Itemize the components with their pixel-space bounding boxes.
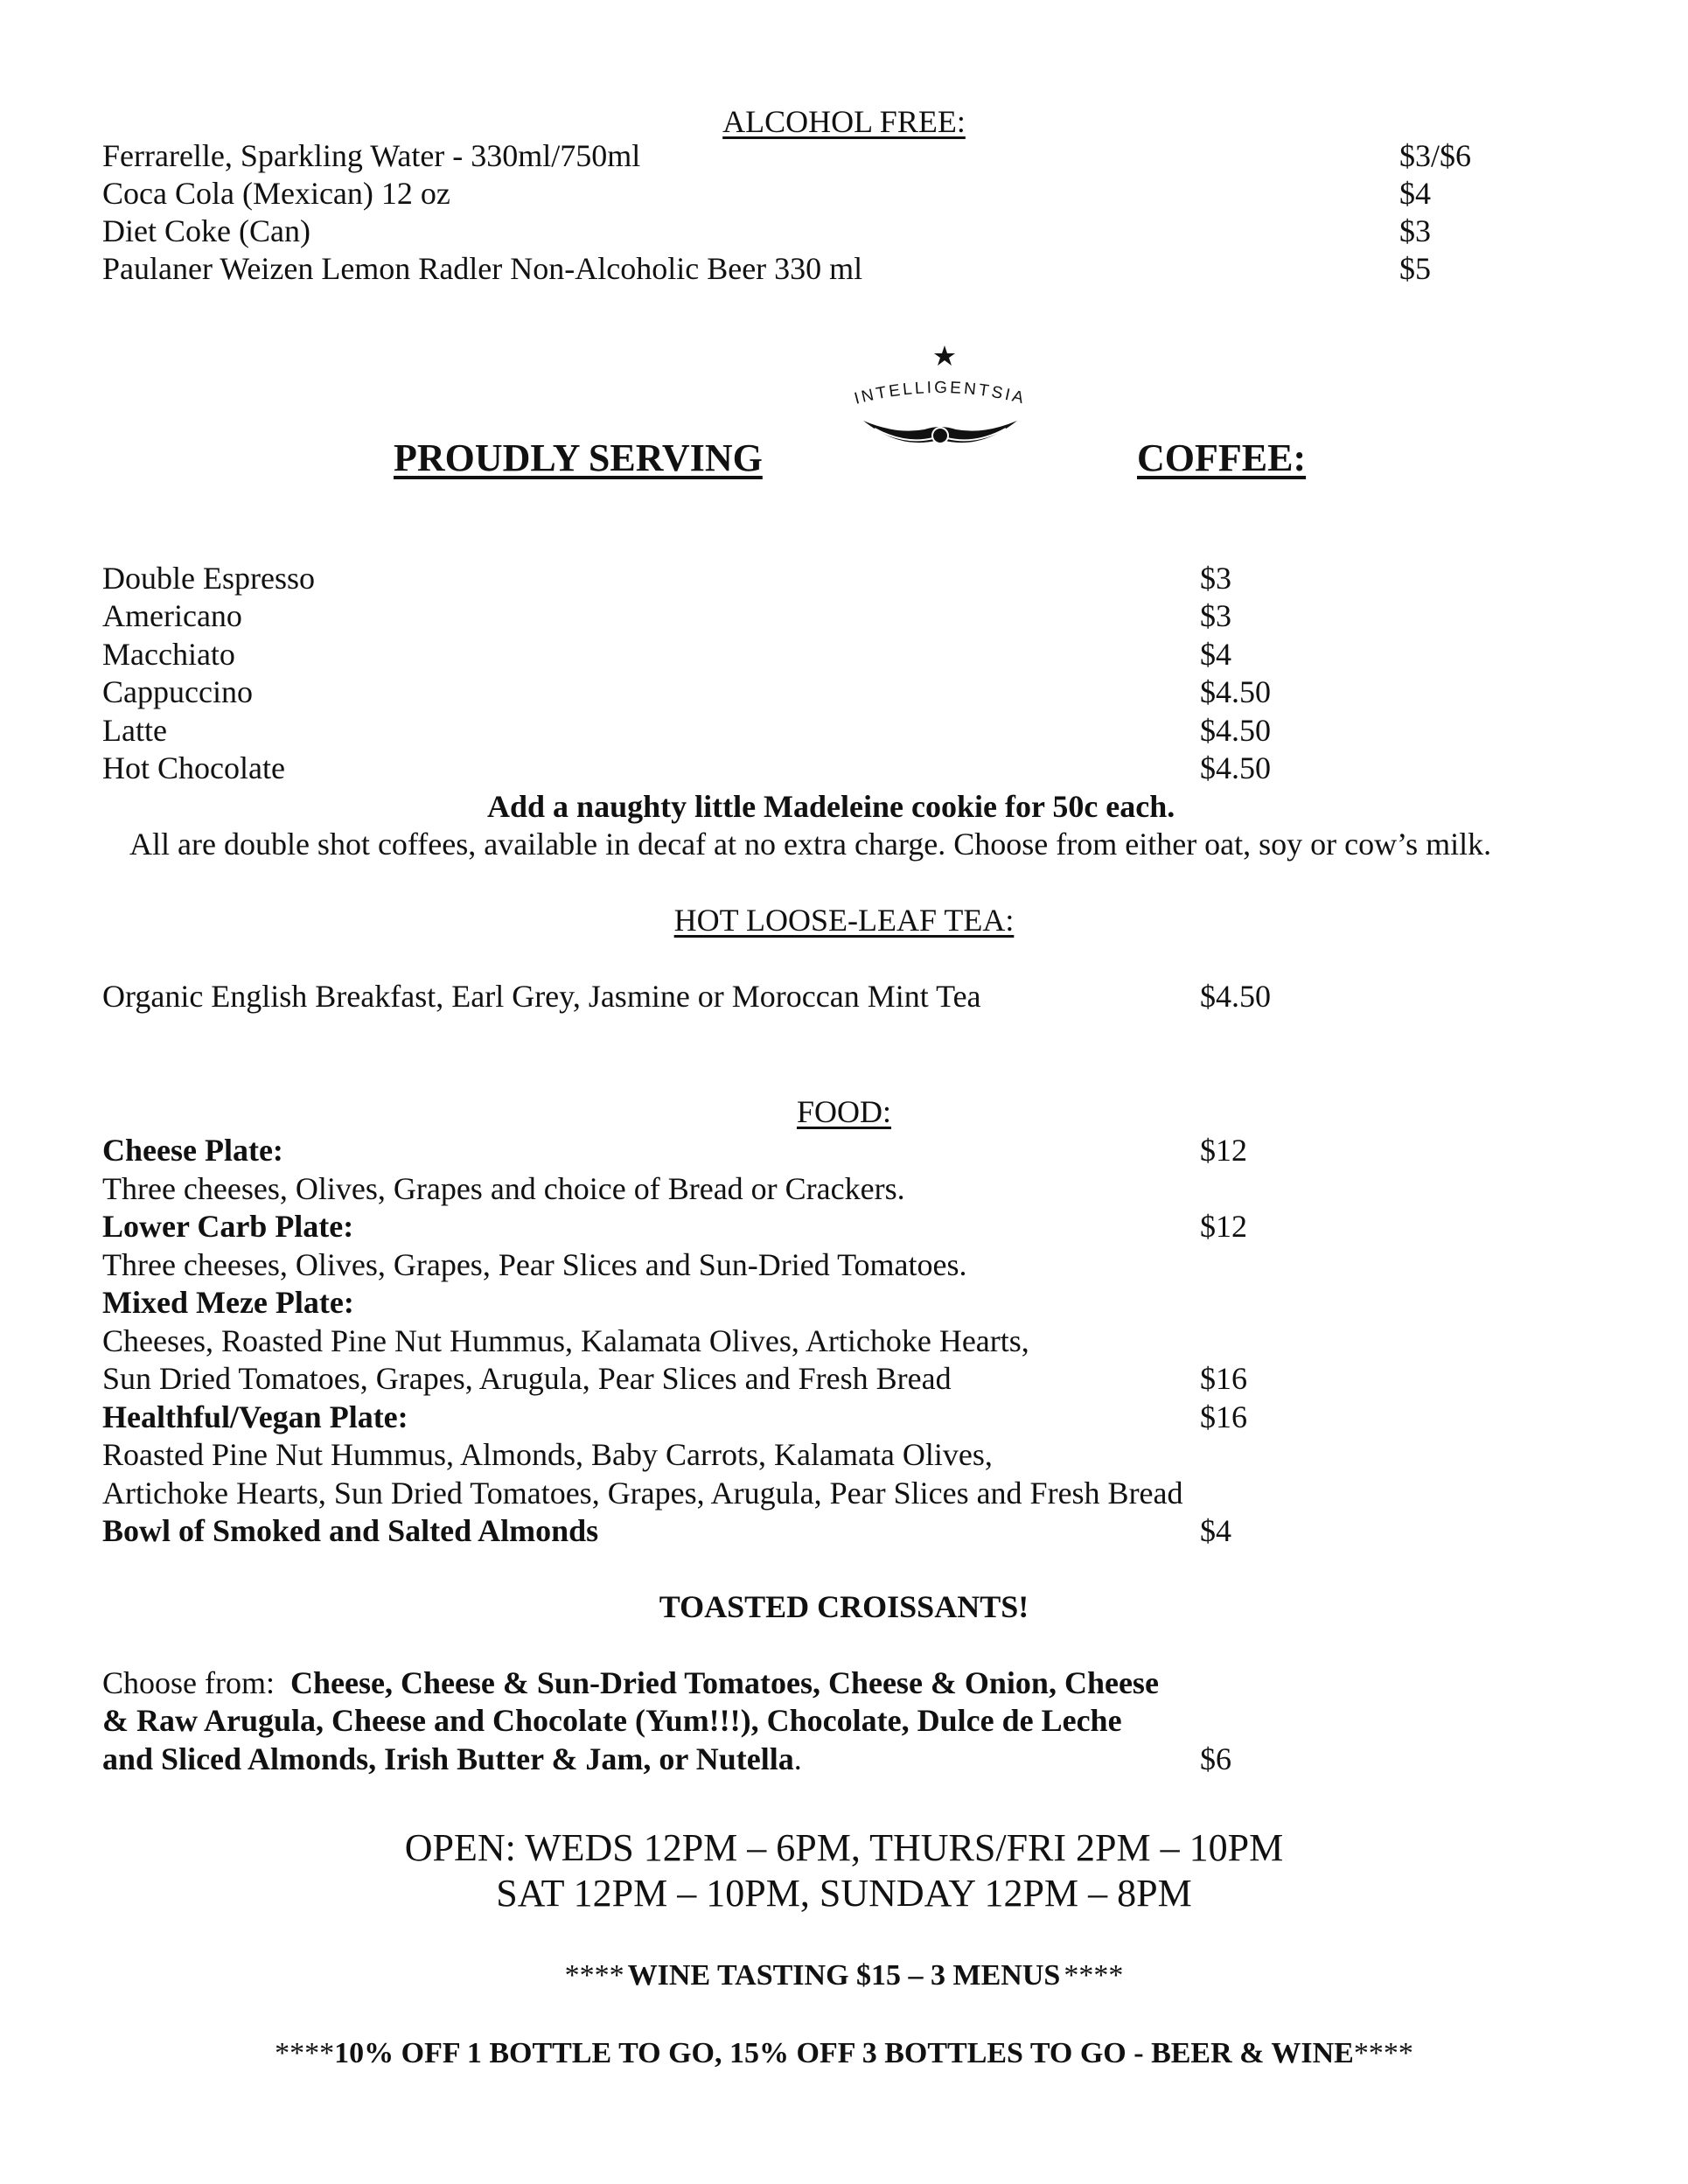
stars-decoration: **** — [1353, 2037, 1413, 2069]
food-item-name: Bowl of Smoked and Salted Almonds — [102, 1513, 599, 1548]
food-item-name: Mixed Meze Plate: — [102, 1285, 354, 1320]
food-item-desc: Artichoke Hearts, Sun Dried Tomatoes, Grapes, Arugula, Pear Slices and Fresh Bread — [102, 1476, 1183, 1511]
coffee-title: COFFEE: — [1137, 436, 1307, 479]
menu-item-name: Americano — [102, 598, 242, 633]
menu-item-price: $4.50 — [1200, 674, 1271, 709]
menu-item-price: $3 — [1399, 213, 1431, 248]
croissant-options: & Raw Arugula, Cheese and Chocolate (Yum!!!), Chocolate, Dulce de Leche — [102, 1703, 1122, 1738]
menu-item-price: $3 — [1200, 598, 1231, 633]
menu-item-price: $5 — [1399, 251, 1431, 286]
croissant-period: . — [793, 1741, 802, 1776]
coffee-note: All are double shot coffees, available in decaf at no extra charge. Choose from either oat, soy or cow’s milk. — [129, 827, 1492, 862]
food-item-name: Lower Carb Plate: — [102, 1209, 354, 1244]
food-heading: FOOD: — [796, 1094, 892, 1129]
menu-item-name: Diet Coke (Can) — [102, 213, 310, 248]
logo-wordmark: INTELLIGENTSIA — [852, 378, 1029, 408]
menu-item-name: Paulaner Weizen Lemon Radler Non-Alcoholic Beer 330 ml — [102, 251, 863, 286]
stars-decoration: **** — [275, 2037, 335, 2069]
croissant-price: $6 — [1200, 1741, 1231, 1776]
menu-item-name: Hot Chocolate — [102, 750, 285, 785]
croissants-heading: TOASTED CROISSANTS! — [659, 1589, 1029, 1624]
food-item-price: $16 — [1200, 1361, 1247, 1396]
food-item-name: Healthful/Vegan Plate: — [102, 1399, 408, 1434]
menu-item-price: $4.50 — [1200, 713, 1271, 748]
wine-tasting-promo — [0, 1959, 1688, 1992]
menu-item-price: $3/$6 — [1399, 138, 1472, 173]
menu-item-price: $4.50 — [1200, 979, 1271, 1014]
alcohol-free-heading: ALCOHOL FREE: — [722, 104, 966, 139]
hours-line-2: SAT 12PM – 10PM, SUNDAY 12PM – 8PM — [496, 1872, 1192, 1915]
menu-item-name: Cappuccino — [102, 674, 253, 709]
food-item-desc: Cheeses, Roasted Pine Nut Hummus, Kalamata Olives, Artichoke Hearts, — [102, 1323, 1029, 1358]
proudly-serving-title: PROUDLY SERVING — [394, 436, 763, 479]
food-item-desc: Three cheeses, Olives, Grapes and choice of Bread or Crackers. — [102, 1171, 905, 1206]
hours-line-1: OPEN: WEDS 12PM – 6PM, THURS/FRI 2PM – 10PM — [404, 1826, 1284, 1869]
menu-item-name: Ferrarelle, Sparkling Water - 330ml/750ml — [102, 138, 641, 173]
menu-item-price: $4.50 — [1200, 750, 1271, 785]
food-item-price: $16 — [1200, 1399, 1247, 1434]
menu-item-name: Coca Cola (Mexican) 12 oz — [102, 176, 450, 211]
bottles-promo-text: 10% OFF 1 BOTTLE TO GO, 15% OFF 3 BOTTLES TO GO - BEER & WINE — [334, 2037, 1354, 2069]
menu-item-name: Latte — [102, 713, 167, 748]
menu-item-price: $3 — [1200, 561, 1231, 596]
food-item-desc: Three cheeses, Olives, Grapes, Pear Slices and Sun-Dried Tomatoes. — [102, 1247, 967, 1282]
menu-item-name: Organic English Breakfast, Earl Grey, Jasmine or Moroccan Mint Tea — [102, 979, 981, 1014]
star-icon — [934, 345, 955, 366]
menu-item-name: Double Espresso — [102, 561, 315, 596]
stars-decoration: **** — [1064, 1959, 1124, 1992]
tea-heading: HOT LOOSE-LEAF TEA: — [673, 903, 1015, 938]
stars-decoration: **** — [564, 1959, 624, 1992]
food-item-price: $12 — [1200, 1133, 1247, 1168]
croissant-line — [102, 1664, 1159, 1702]
madeleine-addon: Add a naughty little Madeleine cookie for 50c each. — [487, 789, 1175, 824]
menu-item-name: Macchiato — [102, 637, 235, 672]
food-item-price: $4 — [1200, 1513, 1231, 1548]
food-item-desc: Sun Dried Tomatoes, Grapes, Arugula, Pear Slices and Fresh Bread — [102, 1361, 952, 1396]
food-item-name: Cheese Plate: — [102, 1133, 283, 1168]
menu-item-price: $4 — [1200, 637, 1231, 672]
croissant-options: and Sliced Almonds, Irish Butter & Jam, or Nutella — [102, 1741, 794, 1776]
bottles-promo — [0, 2037, 1688, 2070]
wine-tasting-text: WINE TASTING $15 – 3 MENUS — [627, 1959, 1061, 1992]
menu-item-price: $4 — [1399, 176, 1431, 211]
choose-from-label: Choose from: — [102, 1665, 275, 1700]
food-item-desc: Roasted Pine Nut Hummus, Almonds, Baby Carrots, Kalamata Olives, — [102, 1437, 993, 1472]
croissant-line — [102, 1741, 802, 1778]
croissant-options: Cheese, Cheese & Sun-Dried Tomatoes, Cheese & Onion, Cheese — [289, 1665, 1159, 1700]
intelligentsia-logo — [835, 337, 1045, 464]
food-item-price: $12 — [1200, 1209, 1247, 1244]
